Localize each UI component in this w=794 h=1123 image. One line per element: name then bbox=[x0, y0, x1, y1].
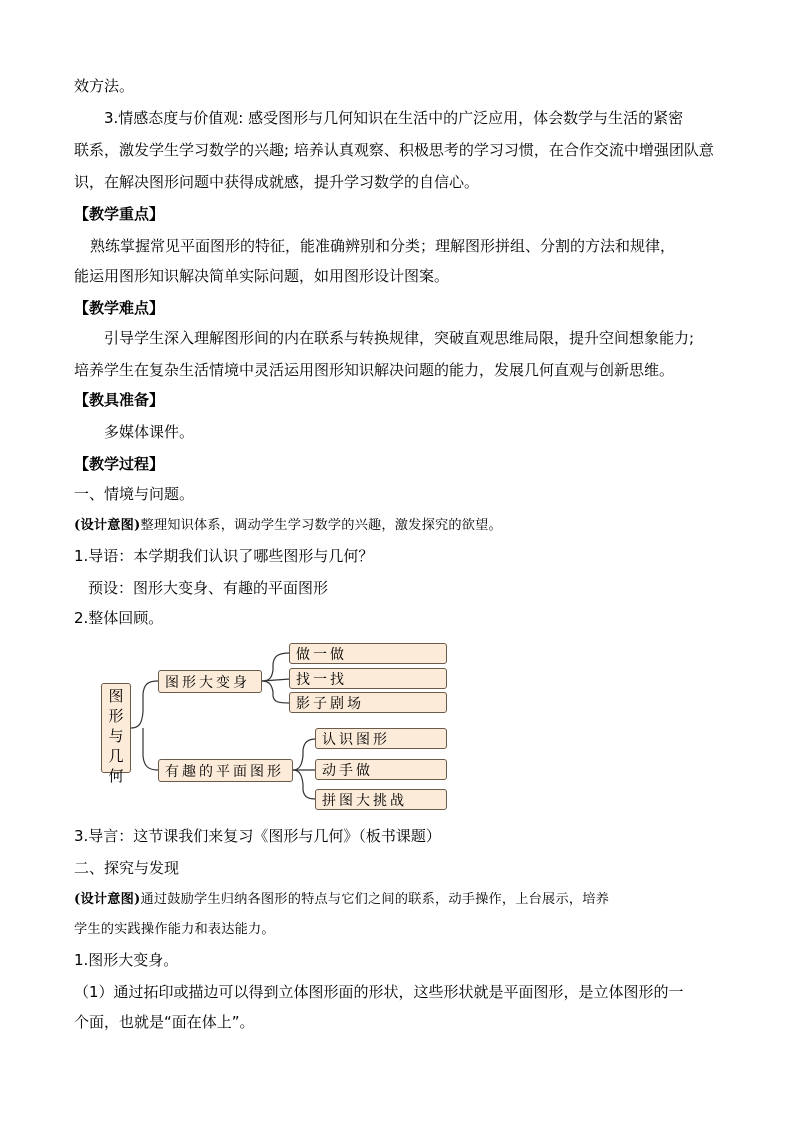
mindmap-leaf: 做一做 bbox=[289, 643, 447, 664]
design-note-text: 通过鼓励学生归纳各图形的特点与它们之间的联系，动手操作，上台展示，培养 bbox=[140, 892, 609, 907]
text-line: 培养学生在复杂生活情境中灵活运用图形知识解决问题的能力，发展几何直观与创新思维。 bbox=[74, 361, 675, 379]
heading-tools: 【教具准备】 bbox=[74, 391, 165, 409]
section-title: 一、情境与问题。 bbox=[74, 485, 195, 503]
text-line: 多媒体课件。 bbox=[104, 423, 195, 441]
mindmap-leaf: 认识图形 bbox=[315, 728, 447, 749]
text-line: 联系，激发学生学习数学的兴趣; 培养认真观察、积极思考的学习习惯，在合作交流中增强团队意 bbox=[74, 141, 714, 159]
text-line: 2.整体回顾。 bbox=[74, 609, 164, 627]
heading-process: 【教学过程】 bbox=[74, 455, 165, 473]
mindmap-branch-2: 有趣的平面图形 bbox=[158, 759, 293, 782]
heading-difficulties: 【教学难点】 bbox=[74, 299, 165, 317]
text-line: 1.导语：本学期我们认识了哪些图形与几何？ bbox=[74, 547, 374, 565]
design-note-continued: 学生的实践操作能力和表达能力。 bbox=[74, 922, 275, 937]
section-title: 二、探究与发现 bbox=[74, 859, 180, 877]
text-line: 1.图形大变身。 bbox=[74, 951, 179, 969]
mindmap-leaf: 拼图大挑战 bbox=[315, 789, 447, 810]
text-line: 预设：图形大变身、有趣的平面图形 bbox=[88, 579, 329, 597]
design-note bbox=[74, 890, 609, 910]
text-line: 3.情感态度与价值观: 感受图形与几何知识在生活中的广泛应用，体会数学与生活的紧密 bbox=[104, 109, 684, 127]
text-line: 效方法。 bbox=[74, 77, 135, 95]
mindmap-leaf: 找一找 bbox=[289, 668, 447, 689]
mindmap-root: 图形与几何 bbox=[101, 683, 131, 773]
text-line: 个面，也就是“面在体上”。 bbox=[74, 1013, 255, 1031]
heading-key-points: 【教学重点】 bbox=[74, 205, 165, 223]
text-line: （1）通过拓印或描边可以得到立体图形面的形状，这些形状就是平面图形，是立体图形的一 bbox=[74, 983, 684, 1001]
text-line: 引导学生深入理解图形间的内在联系与转换规律，突破直观思维局限，提升空间想象能力; bbox=[104, 329, 695, 347]
design-note-text: 整理知识体系，调动学生学习数学的兴趣，激发探究的欲望。 bbox=[140, 518, 502, 533]
text-line: 3.导言：这节课我们来复习《图形与几何》（板书课题） bbox=[74, 827, 441, 845]
mindmap-leaf: 动手做 bbox=[315, 759, 447, 780]
text-line: 识，在解决图形问题中获得成就感，提升学习数学的自信心。 bbox=[74, 173, 480, 191]
mindmap-leaf: 影子剧场 bbox=[289, 692, 447, 713]
text-line: 能运用图形知识解决简单实际问题，如用图形设计图案。 bbox=[74, 267, 450, 285]
design-note-tag: (设计意图) bbox=[74, 892, 141, 907]
design-note-tag: (设计意图) bbox=[74, 518, 141, 533]
text-line: 熟练掌握常见平面图形的特征，能准确辨别和分类；理解图形拼组、分割的方法和规律， bbox=[90, 237, 676, 255]
mindmap-branch-1: 图形大变身 bbox=[158, 670, 262, 693]
